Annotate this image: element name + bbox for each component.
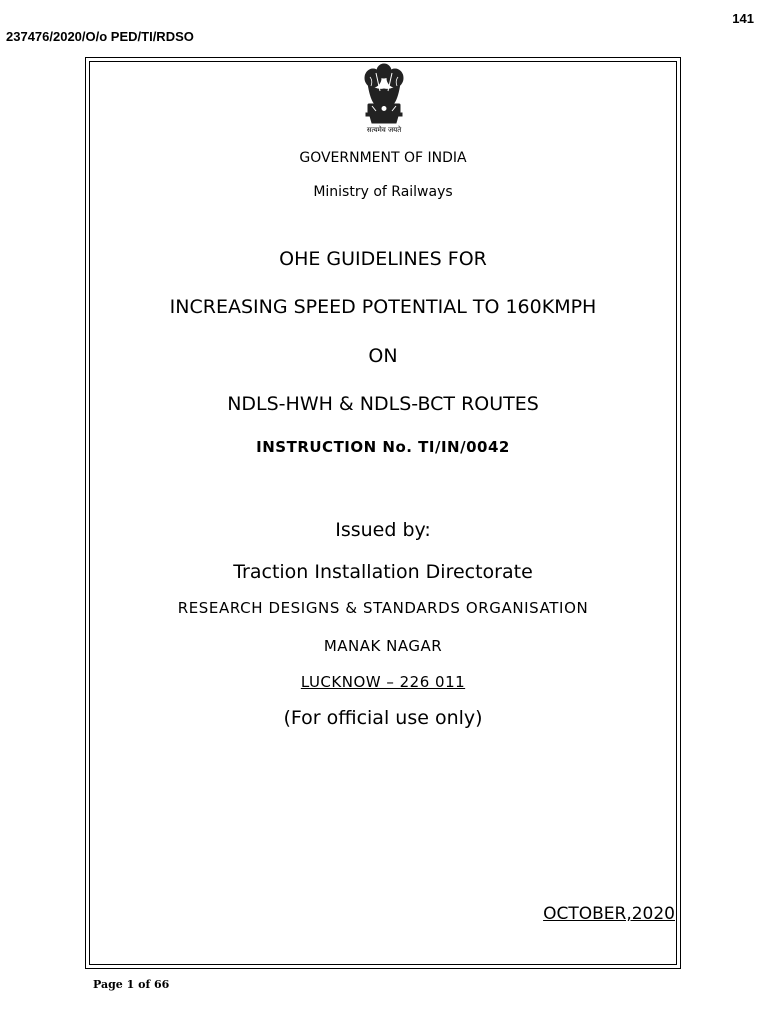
page-number: 141	[732, 11, 754, 26]
emblem-motto: सत्यमेव जयते	[366, 126, 402, 134]
directorate-name: Traction Installation Directorate	[233, 561, 533, 583]
issued-by-label: Issued by:	[335, 519, 431, 541]
title-line-2: INCREASING SPEED POTENTIAL TO 160KMPH	[169, 296, 597, 318]
issue-date: OCTOBER,2020	[543, 904, 675, 924]
file-reference: 237476/2020/O/o PED/TI/RDSO	[6, 29, 194, 44]
address-line-1: MANAK NAGAR	[323, 637, 443, 655]
usage-note: (For official use only)	[283, 707, 483, 729]
title-line-3: ON	[368, 345, 398, 367]
title-line-4: NDLS-HWH & NDLS-BCT ROUTES	[227, 393, 539, 415]
ministry-name: Ministry of Railways	[313, 184, 453, 200]
page-footer: Page 1 of 66	[93, 978, 170, 991]
government-name: GOVERNMENT OF INDIA	[299, 150, 467, 166]
address-line-2: LUCKNOW – 226 011	[300, 673, 466, 691]
instruction-number: INSTRUCTION No. TI/IN/0042	[256, 438, 510, 456]
organisation-name: RESEARCH DESIGNS & STANDARDS ORGANISATION	[177, 599, 589, 617]
title-line-1: OHE GUIDELINES FOR	[279, 248, 487, 270]
